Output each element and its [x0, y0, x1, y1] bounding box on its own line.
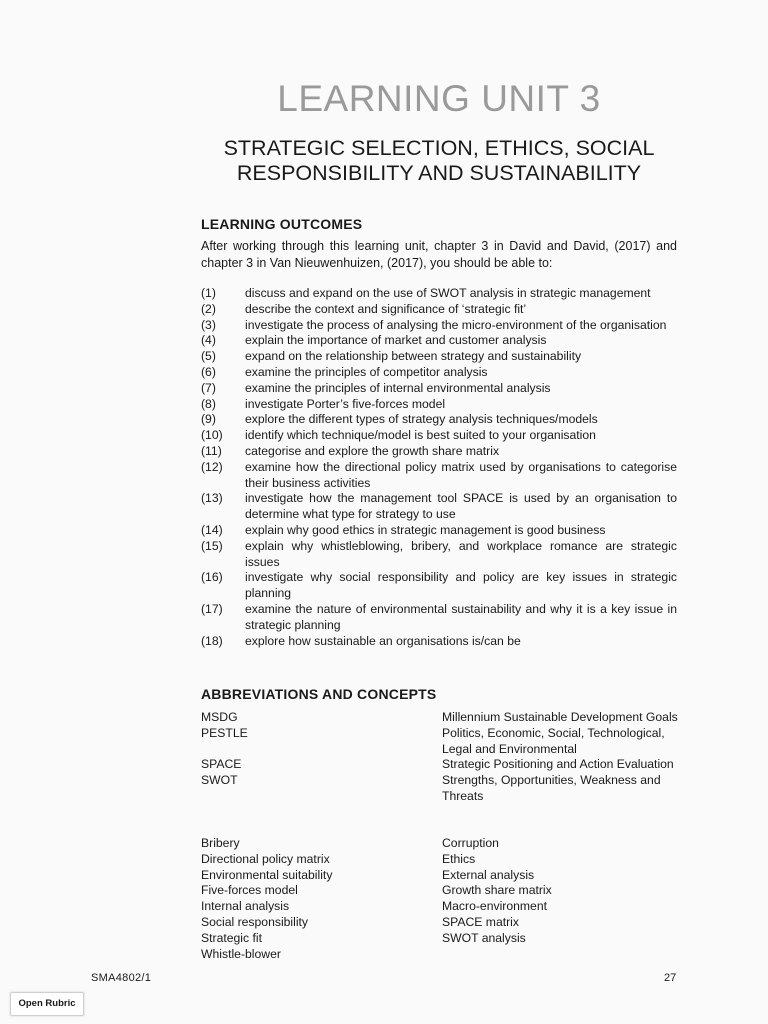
- outcome-number: (4): [201, 333, 216, 348]
- unit-title: [200, 78, 678, 120]
- outcome-text: investigate how the management tool SPACE is used by an organisation to determine what type for strategy to use: [245, 491, 677, 522]
- abbreviation-term: MSDG: [201, 710, 238, 724]
- learning-outcomes-intro: After working through this learning unit, chapter 3 in David and David, (2017) and chapter 3 in Van Nieuwenhuizen, (2017), you should be able to:: [201, 239, 677, 270]
- outcome-text: explain the importance of market and customer analysis: [245, 333, 547, 348]
- abbreviation-term: SPACE: [201, 757, 242, 772]
- concept-term: Macro-environment: [442, 899, 547, 914]
- outcome-text: categorise and explore the growth share matrix: [245, 443, 500, 458]
- outcome-number: (12): [201, 459, 223, 474]
- outcome-number: (13): [201, 491, 223, 506]
- outcome-text: describe the context and significance of ‘strategic fit’: [245, 301, 527, 316]
- outcome-number: (9): [201, 412, 216, 427]
- abbreviation-row: [201, 726, 679, 758]
- concept-row: [201, 947, 679, 963]
- outcome-text: identify which technique/model is best suited to your organisation: [245, 428, 596, 443]
- concept-term: Bribery: [201, 836, 240, 850]
- outcome-item: [201, 318, 677, 334]
- abbreviation-definition: Strengths, Opportunities, Weakness and Threats: [442, 773, 661, 803]
- abbreviation-row: [201, 710, 679, 726]
- outcome-number: (16): [201, 570, 223, 585]
- abbreviation-row: [201, 757, 679, 773]
- outcome-item: [201, 444, 677, 460]
- concept-row: [201, 915, 679, 931]
- concept-term: Ethics: [442, 851, 476, 866]
- concept-term: Whistle-blower: [201, 946, 281, 961]
- concept-term: Internal analysis: [201, 899, 290, 914]
- outcome-item: [201, 412, 677, 428]
- open-rubric-button[interactable]: Open Rubric: [10, 992, 84, 1016]
- learning-outcomes-heading: LEARNING OUTCOMES: [201, 216, 363, 232]
- concept-row: [201, 852, 679, 868]
- outcome-text: investigate Porter’s five-forces model: [245, 396, 446, 411]
- module-code: SMA4802/1: [91, 972, 152, 984]
- concept-term: SPACE matrix: [442, 914, 519, 929]
- concept-term: Social responsibility: [201, 914, 309, 929]
- unit-subtitle: [200, 136, 678, 186]
- outcome-text: explain why good ethics in strategic management is good business: [245, 522, 606, 537]
- outcome-number: (5): [201, 349, 216, 364]
- outcome-item: [201, 523, 677, 539]
- concept-row: [201, 836, 679, 852]
- outcome-item: [201, 302, 677, 318]
- outcome-item: [201, 491, 677, 523]
- concept-row: [201, 931, 679, 947]
- outcome-item: [201, 381, 677, 397]
- outcome-item: [201, 333, 677, 349]
- outcome-number: (3): [201, 317, 216, 332]
- outcome-text: examine the principles of competitor analysis: [245, 364, 488, 379]
- outcome-number: (2): [201, 301, 216, 316]
- concepts-list: [201, 836, 679, 962]
- outcome-item: [201, 460, 677, 492]
- outcome-number: (11): [201, 443, 222, 458]
- outcome-item: [201, 570, 677, 602]
- page-number: 27: [664, 972, 677, 984]
- concept-row: [201, 899, 679, 915]
- abbreviation-term: PESTLE: [201, 725, 248, 740]
- abbreviation-definition: Politics, Economic, Social, Technological, Legal and Environmental: [442, 725, 665, 756]
- abbreviation-row: [201, 773, 679, 805]
- outcome-item: [201, 365, 677, 381]
- concept-term: Environmental suitability: [201, 867, 333, 882]
- outcome-text: examine the principles of internal environmental analysis: [245, 380, 551, 395]
- outcome-item: [201, 428, 677, 444]
- concept-term: Directional policy matrix: [201, 851, 330, 866]
- concept-term: External analysis: [442, 867, 535, 882]
- concept-row: [201, 883, 679, 899]
- outcome-text: explore the different types of strategy analysis techniques/models: [245, 412, 598, 427]
- outcome-number: (18): [201, 633, 223, 648]
- outcome-text: expand on the relationship between strategy and sustainability: [245, 349, 582, 364]
- abbreviation-term: SWOT: [201, 773, 238, 788]
- outcome-item: [201, 286, 677, 302]
- abbreviations-heading: ABBREVIATIONS AND CONCEPTS: [201, 686, 437, 702]
- outcome-text: explain why whistleblowing, bribery, and workplace romance are strategic issues: [245, 538, 677, 569]
- outcome-item: [201, 634, 677, 650]
- unit-title-text: LEARNING UNIT 3: [277, 78, 601, 119]
- outcome-number: (6): [201, 364, 216, 379]
- concept-term: Corruption: [442, 836, 499, 850]
- outcome-item: [201, 602, 677, 634]
- outcome-item: [201, 349, 677, 365]
- learning-outcomes-list: [201, 286, 677, 649]
- concept-term: Strategic fit: [201, 930, 262, 945]
- abbreviation-definition: Millennium Sustainable Development Goals: [442, 710, 678, 724]
- concept-term: Growth share matrix: [442, 883, 552, 898]
- concept-term: Five-forces model: [201, 883, 298, 898]
- outcome-text: investigate why social responsibility and policy are key issues in strategic planning: [245, 570, 677, 601]
- abbreviations-list: [201, 710, 679, 805]
- outcome-number: (14): [201, 522, 223, 537]
- outcome-text: discuss and expand on the use of SWOT analysis in strategic management: [245, 286, 651, 300]
- outcome-item: [201, 539, 677, 571]
- concept-row: [201, 868, 679, 884]
- outcome-text: examine how the directional policy matrix used by organisations to categorise their business activities: [245, 459, 677, 490]
- outcome-number: (10): [201, 428, 223, 443]
- outcome-number: (8): [201, 396, 216, 411]
- outcome-number: (17): [201, 601, 223, 616]
- concept-term: SWOT analysis: [442, 930, 526, 945]
- subtitle-line: STRATEGIC SELECTION, ETHICS, SOCIAL: [223, 136, 655, 160]
- outcome-text: investigate the process of analysing the micro-environment of the organisation: [245, 317, 667, 332]
- abbreviation-definition: Strategic Positioning and Action Evaluation: [442, 757, 674, 772]
- outcome-item: [201, 397, 677, 413]
- outcome-number: (15): [201, 538, 223, 553]
- subtitle-line: RESPONSIBILITY AND SUSTAINABILITY: [236, 161, 642, 185]
- outcome-text: explore how sustainable an organisations is/can be: [245, 633, 521, 648]
- outcome-number: (1): [201, 286, 216, 300]
- outcome-number: (7): [201, 380, 216, 395]
- outcome-text: examine the nature of environmental sustainability and why it is a key issue in strategic planning: [245, 601, 677, 632]
